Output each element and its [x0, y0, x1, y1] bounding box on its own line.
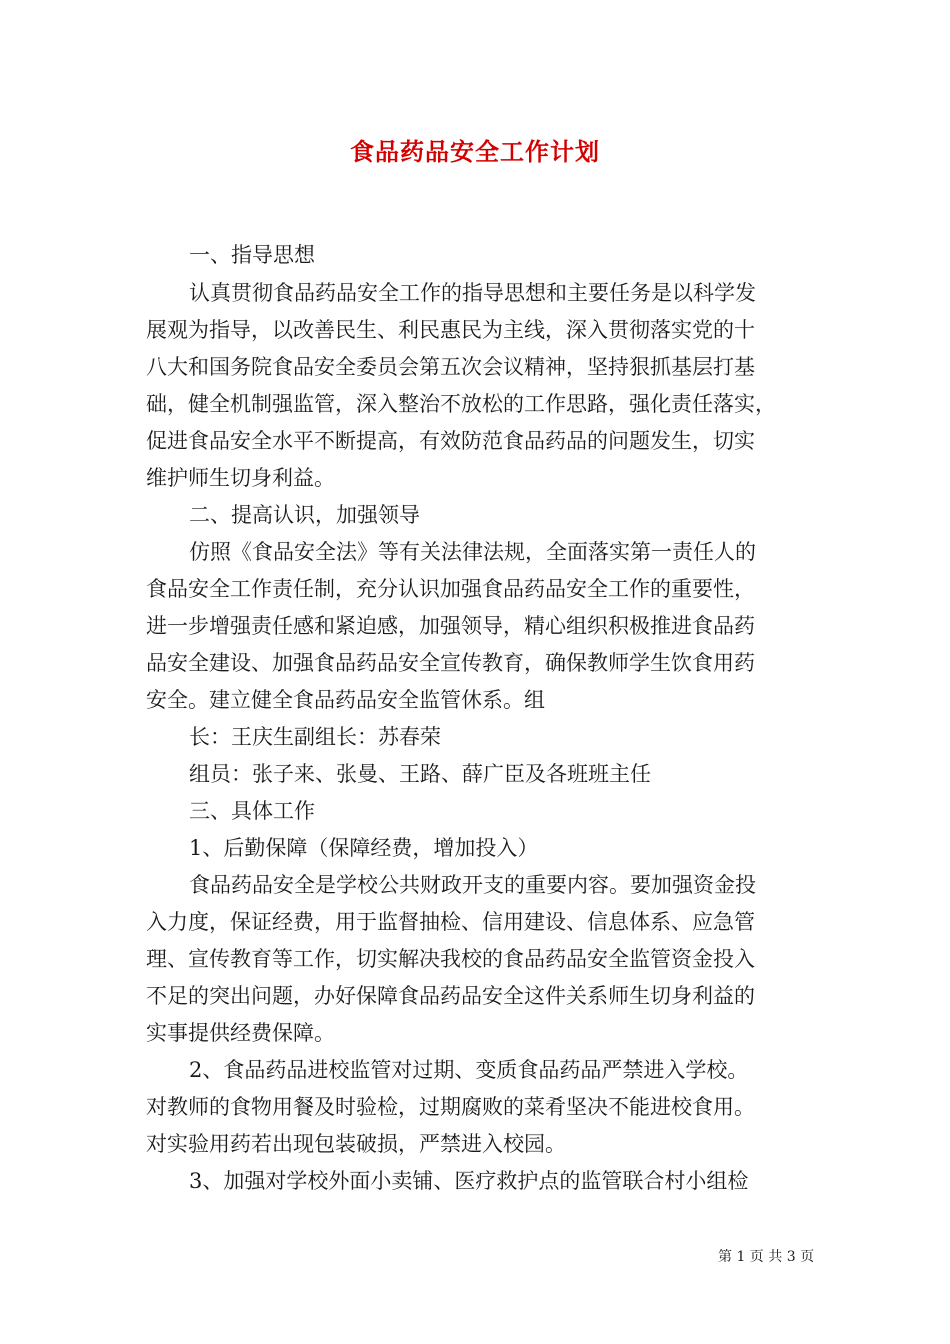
page-title: 食品药品安全工作计划: [350, 138, 600, 166]
body-line: 食品药品安全是学校公共财政开支的重要内容。要加强资金投: [189, 873, 756, 897]
body-line: 长：王庆生副组长：苏春荣: [189, 725, 441, 749]
section-heading: 二、提高认识，加强领导: [189, 503, 420, 527]
body-line: 安全。建立健全食品药品安全监管休系。组: [146, 688, 545, 712]
body-line: 维护师生切身利益。: [146, 466, 335, 490]
page-number: 第 1 页 共 3 页: [718, 1249, 815, 1265]
body-line: 实事提供经费保障。: [146, 1021, 335, 1045]
body-line: 品安全建设、加强食品药品安全宣传教育，确保教师学生饮食用药: [146, 651, 755, 675]
body-line: 进一步增强责任感和紧迫感，加强领导，精心组织积极推进食品药: [146, 614, 755, 638]
section-heading: 一、指导思想: [189, 243, 315, 267]
body-line: 3、加强对学校外面小卖铺、医疗救护点的监管联合村小组检: [189, 1169, 749, 1193]
body-line: 仿照《食品安全法》等有关法律法规，全面落实第一责任人的: [189, 540, 756, 564]
body-line: 八大和国务院食品安全委员会第五次会议精神，坚持狠抓基层打基: [146, 355, 755, 379]
body-line: 认真贯彻食品药品安全工作的指导思想和主要任务是以科学发: [189, 281, 756, 305]
body-line: 对实验用药若出现包装破损，严禁进入校园。: [146, 1132, 566, 1156]
body-line: 对教师的食物用餐及时验检，过期腐败的菜肴坚决不能进校食用。: [146, 1095, 755, 1119]
body-line: 食品安全工作责任制，充分认识加强食品药品安全工作的重要性，: [146, 577, 755, 601]
body-line: 理、宣传教育等工作，切实解决我校的食品药品安全监管资金投入: [146, 947, 755, 971]
body-line: 组员：张子来、张曼、王路、薛广臣及各班班主任: [189, 762, 651, 786]
section-heading: 三、具体工作: [189, 799, 315, 823]
body-line: 2、食品药品进校监管对过期、变质食品药品严禁进入学校。: [189, 1058, 749, 1082]
body-line: 础，健全机制强监管，深入整治不放松的工作思路，强化责任落实，: [146, 392, 776, 416]
body-line: 促进食品安全水平不断提高，有效防范食品药品的问题发生，切实: [146, 429, 755, 453]
body-line: 展观为指导，以改善民生、利民惠民为主线，深入贯彻落实党的十: [146, 318, 755, 342]
body-line: 不足的突出问题，办好保障食品药品安全这件关系师生切身利益的: [146, 984, 755, 1008]
subsection-heading: 1、后勤保障（保障经费，增加投入）: [189, 836, 539, 860]
body-line: 入力度，保证经费，用于监督抽检、信用建设、信息体系、应急管: [146, 910, 755, 934]
